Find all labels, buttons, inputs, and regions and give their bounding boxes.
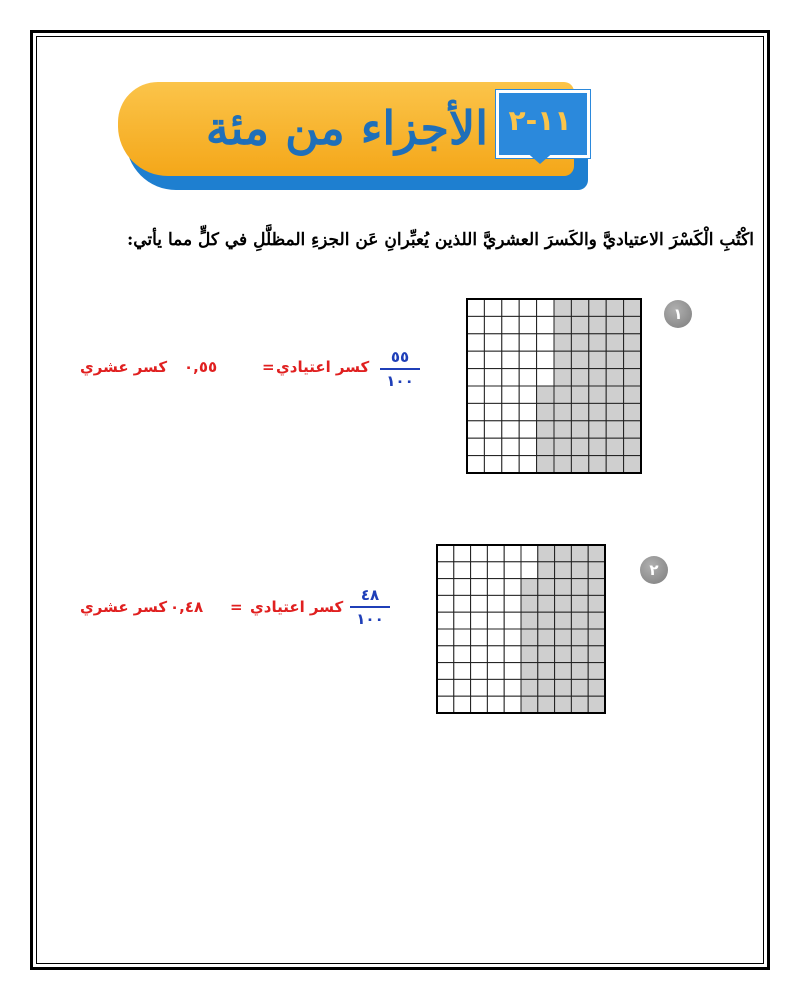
grid-cell (554, 351, 571, 368)
grid-cell (504, 679, 521, 696)
fraction-numerator-1: ٥٥ (390, 348, 410, 366)
grid-cell (521, 646, 538, 663)
grid-svg-1 (466, 298, 642, 474)
grid-cell (588, 612, 605, 629)
grid-cell (537, 438, 554, 455)
grid-cell (467, 386, 484, 403)
grid-cell (571, 421, 588, 438)
grid-cell (484, 386, 501, 403)
grid-cell (471, 696, 488, 713)
grid-cell (589, 299, 606, 316)
grid-cell (588, 545, 605, 562)
grid-cell (502, 316, 519, 333)
grid-cell (467, 299, 484, 316)
grid-cell (454, 595, 471, 612)
grid-cell (504, 612, 521, 629)
grid-cell (606, 351, 623, 368)
grid-cell (504, 696, 521, 713)
grid-cell (484, 438, 501, 455)
grid-cell (519, 403, 536, 420)
grid-cell (467, 456, 484, 473)
grid-cell (484, 403, 501, 420)
grid-cell (437, 663, 454, 680)
grid-cell (487, 545, 504, 562)
grid-cell (487, 679, 504, 696)
fraction-denominator-2: ١٠٠ (356, 610, 384, 628)
grid-cell (571, 334, 588, 351)
grid-svg-2 (436, 544, 606, 714)
grid-cell (588, 679, 605, 696)
grid-cell (555, 646, 572, 663)
grid-cell (571, 646, 588, 663)
grid-cell (487, 629, 504, 646)
grid-cell (521, 696, 538, 713)
lesson-number: ١١-٢ (508, 104, 572, 137)
grid-cell (589, 456, 606, 473)
fraction-2 (348, 584, 392, 630)
grid-cell (624, 386, 641, 403)
grid-cell (454, 545, 471, 562)
fraction-denominator-1: ١٠٠ (386, 372, 414, 390)
grid-cell (571, 299, 588, 316)
common-label-1: كسر اعتيادي (276, 358, 370, 376)
grid-cell (454, 579, 471, 596)
grid-cell (571, 369, 588, 386)
grid-cell (554, 456, 571, 473)
grid-cell (437, 696, 454, 713)
grid-cell (521, 545, 538, 562)
grid-cell (521, 562, 538, 579)
grid-cell (588, 696, 605, 713)
grid-cell (537, 456, 554, 473)
grid-cell (571, 696, 588, 713)
grid-cell (538, 646, 555, 663)
grid-cell (589, 369, 606, 386)
grid-cell (484, 299, 501, 316)
grid-cell (437, 646, 454, 663)
grid-cell (571, 403, 588, 420)
grid-cell (589, 386, 606, 403)
grid-cell (606, 456, 623, 473)
grid-cell (504, 562, 521, 579)
grid-cell (502, 403, 519, 420)
grid-cell (589, 438, 606, 455)
grid-cell (554, 334, 571, 351)
decimal-label-1: كسر عشري (80, 358, 168, 376)
question-number-1: ١ (664, 300, 692, 328)
grid-cell (571, 316, 588, 333)
grid-cell (437, 679, 454, 696)
grid-cell (519, 438, 536, 455)
grid-cell (554, 386, 571, 403)
grid-cell (538, 696, 555, 713)
grid-cell (606, 369, 623, 386)
grid-cell (555, 696, 572, 713)
grid-cell (537, 351, 554, 368)
grid-cell (467, 369, 484, 386)
grid-cell (471, 679, 488, 696)
grid-cell (487, 612, 504, 629)
grid-cell (606, 386, 623, 403)
grid-cell (555, 579, 572, 596)
grid-cell (571, 456, 588, 473)
grid-cell (624, 316, 641, 333)
grid-cell (504, 663, 521, 680)
grid-cell (624, 299, 641, 316)
grid-cell (554, 369, 571, 386)
grid-cell (588, 646, 605, 663)
answer-2 (80, 584, 410, 644)
grid-cell (504, 595, 521, 612)
grid-cell (487, 579, 504, 596)
grid-cell (521, 595, 538, 612)
question-number-2: ٢ (640, 556, 668, 584)
grid-cell (502, 334, 519, 351)
grid-cell (502, 351, 519, 368)
grid-cell (467, 438, 484, 455)
grid-cell (537, 334, 554, 351)
lesson-number-badge (496, 90, 584, 168)
grid-cell (502, 386, 519, 403)
hundred-grid-2 (436, 544, 606, 714)
grid-cell (454, 663, 471, 680)
grid-cell (571, 351, 588, 368)
grid-cell (589, 351, 606, 368)
grid-cell (538, 579, 555, 596)
instruction-text: اكْتُبِ الْكَسْرَ الاعتياديَّ والكَسرَ العشريَّ اللذين يُعبِّرانِ عَن الجزءِ المظلَّلِ في كلٍّ مما يأتي: (126, 230, 754, 250)
grid-cell (571, 629, 588, 646)
grid-cell (487, 663, 504, 680)
fraction-1 (378, 346, 422, 392)
grid-cell (504, 629, 521, 646)
grid-cell (519, 299, 536, 316)
grid-cell (538, 595, 555, 612)
grid-cell (471, 562, 488, 579)
grid-cell (504, 579, 521, 596)
grid-cell (606, 299, 623, 316)
grid-cell (624, 351, 641, 368)
hundred-grid-1 (466, 298, 642, 474)
grid-cell (589, 421, 606, 438)
grid-cell (519, 334, 536, 351)
grid-cell (467, 421, 484, 438)
grid-cell (555, 595, 572, 612)
grid-cell (589, 316, 606, 333)
grid-cell (467, 351, 484, 368)
grid-cell (521, 629, 538, 646)
grid-cell (487, 696, 504, 713)
grid-cell (555, 545, 572, 562)
grid-cell (571, 562, 588, 579)
grid-cell (454, 612, 471, 629)
grid-cell (571, 663, 588, 680)
grid-cell (537, 369, 554, 386)
grid-cell (571, 386, 588, 403)
grid-cell (467, 403, 484, 420)
grid-cell (471, 612, 488, 629)
grid-cell (554, 438, 571, 455)
grid-cell (538, 679, 555, 696)
grid-cell (624, 369, 641, 386)
grid-cell (588, 629, 605, 646)
grid-cell (624, 403, 641, 420)
grid-cell (537, 316, 554, 333)
grid-cell (555, 629, 572, 646)
grid-cell (484, 334, 501, 351)
grid-cell (606, 403, 623, 420)
grid-cell (589, 334, 606, 351)
grid-cell (454, 629, 471, 646)
grid-cell (588, 579, 605, 596)
grid-cell (571, 438, 588, 455)
grid-cell (484, 369, 501, 386)
grid-cell (538, 545, 555, 562)
grid-cell (571, 679, 588, 696)
grid-cell (487, 646, 504, 663)
grid-cell (571, 579, 588, 596)
grid-cell (521, 612, 538, 629)
grid-cell (555, 679, 572, 696)
grid-cell (502, 369, 519, 386)
grid-cell (471, 663, 488, 680)
grid-cell (519, 316, 536, 333)
grid-cell (437, 612, 454, 629)
grid-cell (502, 299, 519, 316)
grid-cell (589, 403, 606, 420)
grid-cell (519, 456, 536, 473)
grid-cell (484, 421, 501, 438)
grid-cell (471, 579, 488, 596)
lesson-title: الأجزاء من مئة (205, 101, 488, 155)
grid-cell (554, 299, 571, 316)
grid-cell (555, 612, 572, 629)
equals-2: = (230, 598, 243, 616)
grid-cell (487, 562, 504, 579)
grid-cell (606, 316, 623, 333)
grid-cell (538, 629, 555, 646)
grid-cell (606, 438, 623, 455)
grid-cell (437, 595, 454, 612)
grid-cell (555, 562, 572, 579)
grid-cell (471, 629, 488, 646)
grid-cell (502, 456, 519, 473)
grid-cell (606, 421, 623, 438)
grid-cell (555, 663, 572, 680)
grid-cell (521, 679, 538, 696)
grid-cell (487, 595, 504, 612)
grid-cell (537, 299, 554, 316)
decimal-value-1: ٠,٥٥ (184, 358, 218, 376)
grid-cell (624, 456, 641, 473)
grid-cell (521, 663, 538, 680)
grid-cell (484, 351, 501, 368)
grid-cell (571, 595, 588, 612)
grid-cell (537, 386, 554, 403)
grid-cell (519, 351, 536, 368)
grid-cell (588, 562, 605, 579)
grid-cell (606, 334, 623, 351)
grid-cell (538, 562, 555, 579)
grid-cell (467, 316, 484, 333)
grid-cell (467, 334, 484, 351)
grid-cell (571, 612, 588, 629)
grid-cell (454, 696, 471, 713)
grid-cell (437, 579, 454, 596)
decimal-value-2: ٠,٤٨ (170, 598, 204, 616)
decimal-label-2: كسر عشري (80, 598, 168, 616)
grid-cell (521, 579, 538, 596)
grid-cell (437, 629, 454, 646)
grid-cell (437, 562, 454, 579)
grid-cell (537, 403, 554, 420)
grid-cell (454, 646, 471, 663)
grid-cell (588, 663, 605, 680)
grid-cell (519, 369, 536, 386)
fraction-numerator-2: ٤٨ (360, 586, 380, 604)
equals-1: = (262, 358, 275, 376)
grid-cell (537, 421, 554, 438)
answer-1 (80, 346, 440, 406)
grid-cell (471, 646, 488, 663)
grid-cell (471, 595, 488, 612)
common-label-2: كسر اعتيادي (250, 598, 344, 616)
grid-cell (519, 421, 536, 438)
grid-cell (471, 545, 488, 562)
grid-cell (571, 545, 588, 562)
badge-tip (524, 150, 556, 164)
grid-cell (519, 386, 536, 403)
grid-cell (624, 438, 641, 455)
grid-cell (502, 438, 519, 455)
grid-cell (437, 545, 454, 562)
grid-cell (624, 334, 641, 351)
grid-cell (554, 421, 571, 438)
grid-cell (484, 316, 501, 333)
grid-cell (588, 595, 605, 612)
grid-cell (504, 545, 521, 562)
grid-cell (454, 562, 471, 579)
grid-cell (554, 316, 571, 333)
grid-cell (538, 663, 555, 680)
grid-cell (502, 421, 519, 438)
grid-cell (454, 679, 471, 696)
grid-cell (504, 646, 521, 663)
grid-cell (538, 612, 555, 629)
grid-cell (554, 403, 571, 420)
grid-cell (624, 421, 641, 438)
grid-cell (484, 456, 501, 473)
